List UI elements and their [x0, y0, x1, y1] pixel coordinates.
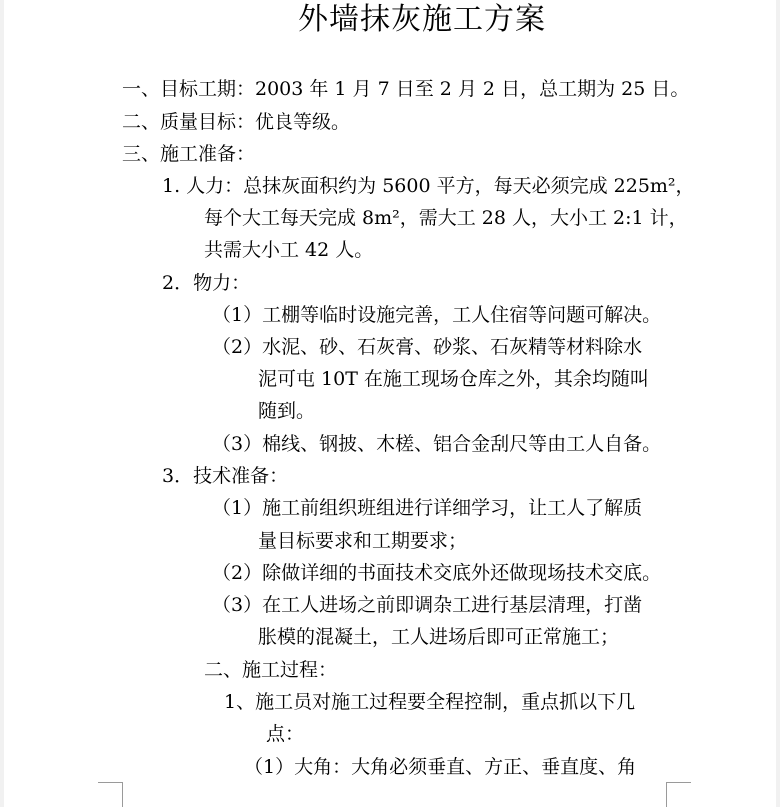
margin-corner-mark-left	[98, 782, 123, 807]
line-materials-2b: 泥可屯 10T 在施工现场仓库之外，其余均随叫	[258, 368, 649, 390]
line-manpower-3: 共需大小工 42 人。	[204, 239, 374, 261]
line-materials-2c: 随到。	[258, 400, 316, 422]
line-technical-heading: 3．技术准备：	[162, 465, 289, 487]
line-preparation-heading: 三、施工准备：	[122, 143, 256, 165]
line-materials-1: （1）工棚等临时设施完善，工人住宿等问题可解决。	[212, 304, 662, 326]
line-materials-2a: （2）水泥、砂、石灰膏、砂浆、石灰精等材料除水	[212, 336, 643, 358]
line-process-1a: 1、施工员对施工过程要全程控制，重点抓以下几	[224, 691, 636, 713]
line-technical-1a: （1）施工前组织班组进行详细学习，让工人了解质	[212, 497, 643, 519]
line-materials-heading: 2．物力：	[162, 272, 251, 294]
line-technical-1b: 量目标要求和工期要求；	[258, 530, 468, 552]
line-technical-3a: （3）在工人进场之前即调杂工进行基层清理，打凿	[212, 594, 643, 616]
line-technical-2: （2）除做详细的书面技术交底外还做现场技术交底。	[212, 562, 662, 584]
line-process-heading: 二、施工过程：	[204, 659, 338, 681]
document-body	[4, 0, 776, 807]
line-technical-3b: 胀模的混凝土，工人进场后即可正常施工；	[258, 626, 620, 648]
line-manpower-1: 1. 人力：总抹灰面积约为 5600 平方，每天必须完成 225m²，	[162, 175, 695, 197]
document-title: 外墙抹灰施工方案	[298, 2, 546, 37]
margin-corner-mark-right	[666, 782, 691, 807]
line-schedule-goal: 一、目标工期：2003 年 1 月 7 日至 2 月 2 日，总工期为 25 日。	[122, 78, 690, 100]
line-process-corner: （1）大角：大角必须垂直、方正、垂直度、角	[244, 756, 637, 778]
document-page	[4, 0, 776, 807]
line-materials-3: （3）棉线、钢披、木槎、铝合金刮尺等由工人自备。	[212, 433, 662, 455]
line-process-1b: 点：	[266, 723, 305, 745]
line-manpower-2: 每个大工每天完成 8m²，需大工 28 人，大小工 2:1 计，	[204, 207, 688, 229]
line-quality-goal: 二、质量目标：优良等级。	[122, 111, 351, 133]
